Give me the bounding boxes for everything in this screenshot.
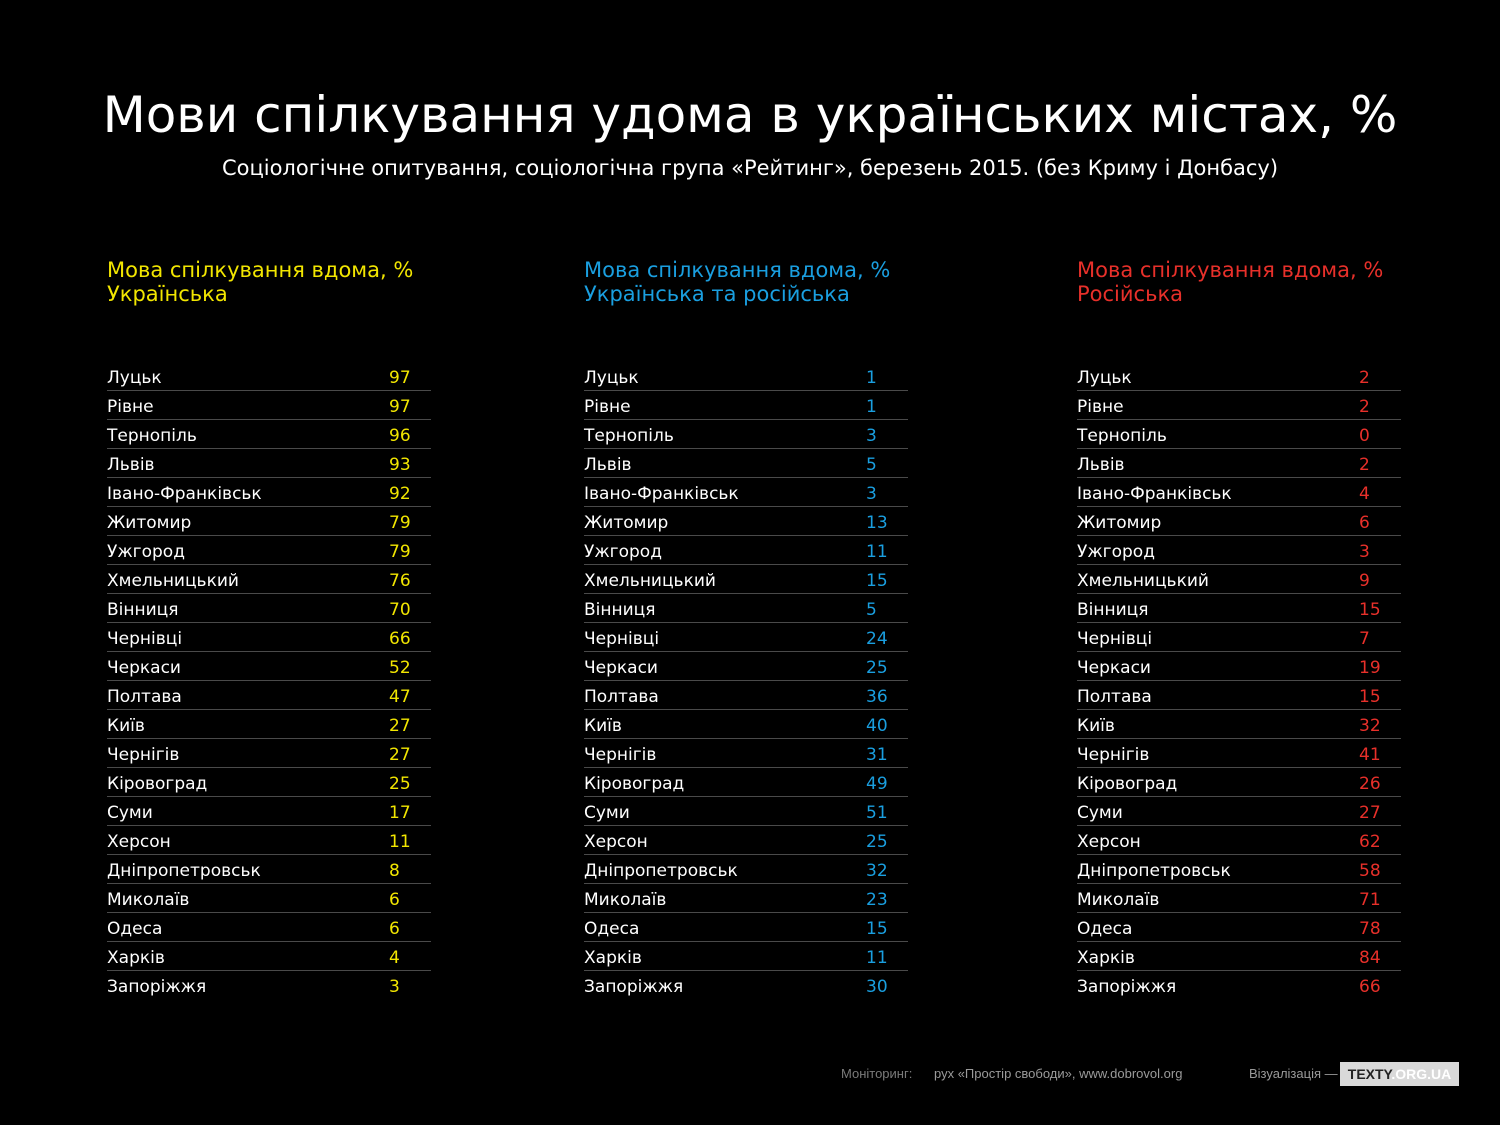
table-row (584, 536, 908, 565)
city-label: Суми (107, 803, 153, 823)
data-value: 2 (1359, 455, 1370, 475)
table-row (584, 971, 908, 999)
city-label: Житомир (1077, 513, 1162, 533)
table-row (584, 826, 908, 855)
table-row (107, 913, 431, 942)
data-value: 13 (866, 513, 888, 533)
table-row (107, 739, 431, 768)
city-label: Чернігів (1077, 745, 1150, 765)
city-label: Івано-Франківськ (584, 484, 739, 504)
table-row (1077, 797, 1401, 826)
city-label: Івано-Франківськ (1077, 484, 1232, 504)
city-label: Тернопіль (584, 426, 674, 446)
table-row (1077, 391, 1401, 420)
city-label: Чернігів (107, 745, 180, 765)
city-label: Ужгород (107, 542, 185, 562)
page-title: Мови спілкування удома в українських містах, % (102, 86, 1398, 144)
table-row (107, 420, 431, 449)
city-label: Луцьк (107, 368, 162, 388)
table-row (107, 884, 431, 913)
footer-monitoring-label: Моніторинг: (841, 1066, 913, 1081)
table-row (107, 942, 431, 971)
data-value: 66 (1359, 977, 1381, 997)
data-value: 78 (1359, 919, 1381, 939)
city-label: Суми (584, 803, 630, 823)
table-row (584, 710, 908, 739)
data-value: 3 (866, 484, 877, 504)
data-value: 84 (1359, 948, 1381, 968)
table-row (1077, 710, 1401, 739)
city-label: Миколаїв (107, 890, 190, 910)
data-value: 9 (1359, 571, 1370, 591)
city-label: Ужгород (584, 542, 662, 562)
table-row (584, 507, 908, 536)
city-label: Запоріжжя (584, 977, 684, 997)
column-header-line1: Мова спілкування вдома, % (1077, 258, 1384, 282)
city-label: Запоріжжя (107, 977, 207, 997)
table-row (107, 710, 431, 739)
column-header (1077, 258, 1401, 358)
table-row (1077, 826, 1401, 855)
data-value: 58 (1359, 861, 1381, 881)
data-value: 79 (389, 542, 411, 562)
data-value: 93 (389, 455, 411, 475)
data-value: 4 (1359, 484, 1370, 504)
table-row (1077, 739, 1401, 768)
column-header-line2: Українська (107, 282, 228, 306)
footer-visualization-label: Візуалізація — (1249, 1066, 1338, 1081)
column-russian (1077, 258, 1401, 997)
city-label: Житомир (107, 513, 192, 533)
city-label: Суми (1077, 803, 1123, 823)
data-value: 11 (866, 542, 888, 562)
table-row (584, 797, 908, 826)
data-value: 15 (1359, 600, 1381, 620)
data-value: 8 (389, 861, 400, 881)
table-row (107, 507, 431, 536)
data-value: 66 (389, 629, 411, 649)
data-value: 27 (389, 716, 411, 736)
table-row (1077, 884, 1401, 913)
city-label: Одеса (1077, 919, 1133, 939)
city-label: Ужгород (1077, 542, 1155, 562)
city-label: Кіровоград (584, 774, 685, 794)
data-value: 25 (866, 658, 888, 678)
city-label: Житомир (584, 513, 669, 533)
data-value: 47 (389, 687, 411, 707)
table-row (107, 652, 431, 681)
table-row (584, 623, 908, 652)
data-value: 31 (866, 745, 888, 765)
city-label: Дніпропетровськ (1077, 861, 1231, 881)
table-row (107, 536, 431, 565)
table-row (1077, 681, 1401, 710)
table-row (1077, 913, 1401, 942)
table-row (1077, 536, 1401, 565)
table-row (584, 478, 908, 507)
data-value: 70 (389, 600, 411, 620)
table-row (584, 652, 908, 681)
table-row (107, 826, 431, 855)
data-value: 3 (1359, 542, 1370, 562)
city-label: Чернівці (1077, 629, 1153, 649)
city-label: Херсон (584, 832, 648, 852)
table-row (1077, 768, 1401, 797)
city-label: Харків (107, 948, 165, 968)
data-value: 6 (389, 890, 400, 910)
city-label: Київ (584, 716, 622, 736)
data-value: 97 (389, 368, 411, 388)
table-row (107, 478, 431, 507)
table-row (584, 739, 908, 768)
table-row (107, 565, 431, 594)
data-value: 4 (389, 948, 400, 968)
data-value: 0 (1359, 426, 1370, 446)
data-value: 25 (389, 774, 411, 794)
data-value: 92 (389, 484, 411, 504)
rows-list (107, 362, 431, 999)
city-label: Харків (1077, 948, 1135, 968)
city-label: Рівне (1077, 397, 1124, 417)
data-value: 3 (389, 977, 400, 997)
column-header-line1: Мова спілкування вдома, % (107, 258, 414, 282)
table-row (1077, 420, 1401, 449)
city-label: Хмельницький (1077, 571, 1209, 591)
data-value: 19 (1359, 658, 1381, 678)
city-label: Рівне (584, 397, 631, 417)
table-row (584, 449, 908, 478)
city-label: Вінниця (1077, 600, 1149, 620)
data-value: 6 (389, 919, 400, 939)
city-label: Вінниця (584, 600, 656, 620)
texty-logo-badge[interactable] (1340, 1062, 1459, 1086)
city-label: Полтава (1077, 687, 1152, 707)
city-label: Черкаси (1077, 658, 1151, 678)
table-row (107, 971, 431, 999)
data-value: 27 (1359, 803, 1381, 823)
data-value: 27 (389, 745, 411, 765)
page-subtitle: Соціологічне опитування, соціологічна група «Рейтинг», березень 2015. (без Криму і Донбасу) (221, 156, 1279, 180)
rows-list (584, 362, 908, 999)
city-label: Львів (1077, 455, 1125, 475)
city-label: Луцьк (584, 368, 639, 388)
data-value: 5 (866, 455, 877, 475)
table-row (584, 391, 908, 420)
city-label: Херсон (107, 832, 171, 852)
data-value: 97 (389, 397, 411, 417)
city-label: Кіровоград (1077, 774, 1178, 794)
table-row (1077, 594, 1401, 623)
city-label: Рівне (107, 397, 154, 417)
table-row (1077, 449, 1401, 478)
data-value: 76 (389, 571, 411, 591)
data-value: 96 (389, 426, 411, 446)
table-row (107, 855, 431, 884)
data-value: 5 (866, 600, 877, 620)
data-value: 1 (866, 368, 877, 388)
city-label: Івано-Франківськ (107, 484, 262, 504)
city-label: Харків (584, 948, 642, 968)
city-label: Львів (584, 455, 632, 475)
data-value: 17 (389, 803, 411, 823)
column-header (584, 258, 908, 358)
data-value: 2 (1359, 397, 1370, 417)
table-row (1077, 855, 1401, 884)
data-value: 23 (866, 890, 888, 910)
table-row (107, 623, 431, 652)
table-row (1077, 478, 1401, 507)
city-label: Хмельницький (107, 571, 239, 591)
city-label: Київ (107, 716, 145, 736)
table-row (107, 797, 431, 826)
data-value: 3 (866, 426, 877, 446)
city-label: Хмельницький (584, 571, 716, 591)
table-row (584, 855, 908, 884)
table-row (584, 768, 908, 797)
table-row (107, 362, 431, 391)
city-label: Київ (1077, 716, 1115, 736)
city-label: Черкаси (107, 658, 181, 678)
data-value: 51 (866, 803, 888, 823)
city-label: Дніпропетровськ (584, 861, 738, 881)
table-row (1077, 507, 1401, 536)
table-row (1077, 565, 1401, 594)
city-label: Чернівці (584, 629, 660, 649)
city-label: Полтава (107, 687, 182, 707)
city-label: Одеса (584, 919, 640, 939)
data-value: 26 (1359, 774, 1381, 794)
table-row (1077, 362, 1401, 391)
data-value: 6 (1359, 513, 1370, 533)
data-value: 15 (866, 919, 888, 939)
badge-part1: TEXTY (1347, 1066, 1392, 1082)
footer-monitoring-source: рух «Простір свободи», www.dobrovol.org (934, 1066, 1183, 1081)
table-row (584, 942, 908, 971)
table-row (584, 362, 908, 391)
table-row (1077, 971, 1401, 999)
data-value: 15 (866, 571, 888, 591)
city-label: Миколаїв (1077, 890, 1160, 910)
table-row (584, 594, 908, 623)
table-row (107, 681, 431, 710)
city-label: Дніпропетровськ (107, 861, 261, 881)
data-value: 25 (866, 832, 888, 852)
table-row (584, 681, 908, 710)
data-value: 71 (1359, 890, 1381, 910)
column-ukrainian (107, 258, 431, 997)
city-label: Чернігів (584, 745, 657, 765)
city-label: Миколаїв (584, 890, 667, 910)
data-value: 49 (866, 774, 888, 794)
table-row (584, 565, 908, 594)
data-value: 41 (1359, 745, 1381, 765)
data-value: 1 (866, 397, 877, 417)
data-value: 62 (1359, 832, 1381, 852)
badge-part2: .ORG.UA (1391, 1066, 1452, 1082)
city-label: Чернівці (107, 629, 183, 649)
city-label: Тернопіль (107, 426, 197, 446)
table-row (584, 420, 908, 449)
data-value: 32 (866, 861, 888, 881)
city-label: Херсон (1077, 832, 1141, 852)
table-row (107, 768, 431, 797)
city-label: Черкаси (584, 658, 658, 678)
table-row (584, 884, 908, 913)
city-label: Тернопіль (1077, 426, 1167, 446)
data-value: 40 (866, 716, 888, 736)
table-row (107, 449, 431, 478)
data-value: 7 (1359, 629, 1370, 649)
column-header (107, 258, 431, 358)
data-value: 32 (1359, 716, 1381, 736)
rows-list (1077, 362, 1401, 999)
data-value: 24 (866, 629, 888, 649)
data-value: 36 (866, 687, 888, 707)
city-label: Запоріжжя (1077, 977, 1177, 997)
data-value: 11 (389, 832, 411, 852)
column-header-line2: Українська та російська (584, 282, 850, 306)
data-value: 79 (389, 513, 411, 533)
table-row (107, 594, 431, 623)
table-row (107, 391, 431, 420)
city-label: Кіровоград (107, 774, 208, 794)
data-value: 30 (866, 977, 888, 997)
data-value: 52 (389, 658, 411, 678)
city-label: Вінниця (107, 600, 179, 620)
table-row (1077, 623, 1401, 652)
data-value: 11 (866, 948, 888, 968)
column-header-line2: Російська (1077, 282, 1184, 306)
table-row (1077, 652, 1401, 681)
city-label: Луцьк (1077, 368, 1132, 388)
table-row (1077, 942, 1401, 971)
data-value: 15 (1359, 687, 1381, 707)
data-value: 2 (1359, 368, 1370, 388)
table-row (584, 913, 908, 942)
city-label: Полтава (584, 687, 659, 707)
city-label: Львів (107, 455, 155, 475)
column-mixed (584, 258, 908, 997)
city-label: Одеса (107, 919, 163, 939)
column-header-line1: Мова спілкування вдома, % (584, 258, 891, 282)
